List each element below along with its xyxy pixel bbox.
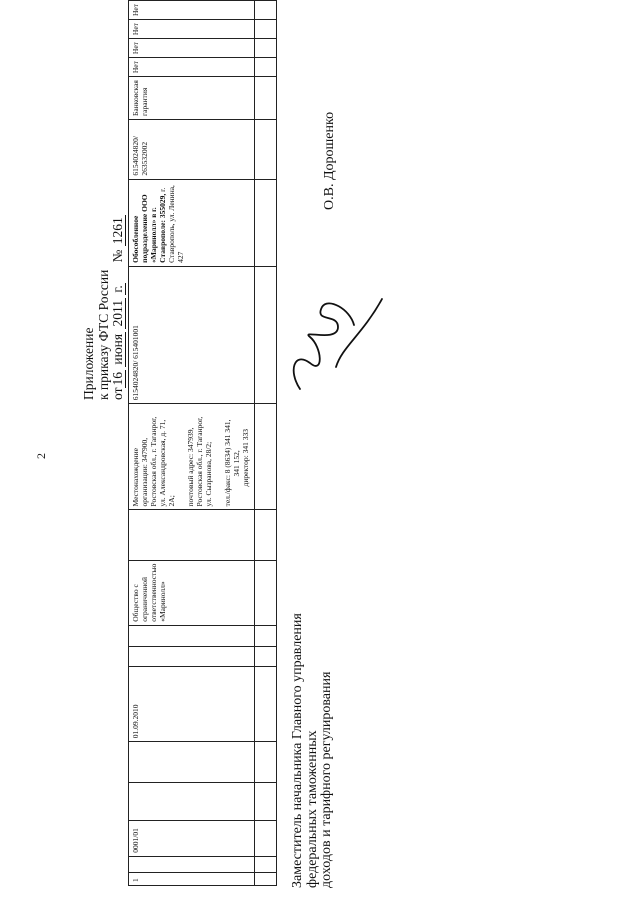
date-day: 16 xyxy=(110,372,125,386)
cell-empty xyxy=(255,856,277,872)
cell-reg-number: 0001/01 xyxy=(129,820,255,856)
cell-empty xyxy=(255,742,277,783)
appendix-date-line xyxy=(111,215,126,400)
branch-address: г. Ставрополь, ул. Ленина, 427 xyxy=(158,185,185,263)
cell-empty xyxy=(255,510,277,560)
cell-branch-inn-kpp: 6154024820/ 263532002 xyxy=(129,119,255,179)
branch-title: Обособленное подразделение ООО «Маринолл» в г. Ставрополе: 355029, xyxy=(131,193,167,263)
cell-empty xyxy=(255,266,277,403)
cell-empty xyxy=(255,625,277,646)
cell-branch xyxy=(129,179,255,266)
signatory-title-line-2: федеральных таможенных xyxy=(304,730,320,888)
cell-empty xyxy=(129,510,255,560)
cell-no-2: Нет xyxy=(129,39,255,58)
location-intro: Местонахождение организации: xyxy=(131,448,149,507)
cell-empty xyxy=(255,560,277,625)
cell-empty xyxy=(255,20,277,39)
cell-empty xyxy=(255,179,277,266)
cell-empty xyxy=(255,119,277,179)
appendix-title: Приложение xyxy=(81,327,96,400)
cell-empty xyxy=(255,646,277,666)
cell-guarantee: Банковская гарантия xyxy=(129,77,255,120)
cell-no-4: Нет xyxy=(129,1,255,20)
phone-line-1: тел./факс: 8 (8634) 341 341, xyxy=(223,419,232,507)
cell-empty xyxy=(255,872,277,885)
date-suffix: г. xyxy=(110,285,125,293)
location-address: 347900, Ростовская обл., г. Таганрог, ул. Александровская, д. 71, 2А; xyxy=(140,416,176,507)
handwritten-signature xyxy=(278,290,390,395)
cell-empty xyxy=(255,58,277,77)
registry-table xyxy=(128,0,277,886)
table-row-blank xyxy=(255,1,277,886)
table-row xyxy=(129,1,255,886)
page-number: 2 xyxy=(34,453,48,459)
phone-line-3: директор: 341 333 xyxy=(241,428,250,487)
cell-empty xyxy=(129,856,255,872)
cell-empty xyxy=(129,783,255,820)
appendix-header xyxy=(82,215,126,400)
cell-empty xyxy=(255,1,277,20)
date-year: 2011 xyxy=(110,300,125,327)
postal-address: почтовый адрес: 347939, Ростовская обл., г. Таганрог, ул. Сызранова, 28/2; xyxy=(186,416,213,507)
cell-empty xyxy=(255,77,277,120)
cell-empty xyxy=(255,39,277,58)
date-prefix: от xyxy=(110,387,125,400)
cell-empty xyxy=(255,783,277,820)
cell-empty xyxy=(129,742,255,783)
signatory-name: О.В. Дорошенко xyxy=(322,111,337,210)
cell-inn-kpp: 6154024820/ 615401001 xyxy=(129,266,255,403)
cell-empty xyxy=(129,646,255,666)
cell-empty xyxy=(255,404,277,510)
order-number: 1261 xyxy=(110,217,125,245)
appendix-order-ref: к приказу ФТС России xyxy=(95,269,111,400)
cell-empty xyxy=(255,666,277,742)
cell-empty xyxy=(129,625,255,646)
date-month: июня xyxy=(110,333,125,365)
cell-location xyxy=(129,404,255,510)
cell-org-name: Общество с ограниченной ответственностью «Маринолл» xyxy=(129,560,255,625)
cell-row-number: 1 xyxy=(129,872,255,885)
phone-line-2: 341 152, xyxy=(232,450,241,477)
cell-date: 01.09.2010 xyxy=(129,666,255,742)
cell-empty xyxy=(255,820,277,856)
signatory-title-line-3: доходов и тарифного регулирования xyxy=(319,671,334,888)
signatory-title-line-1: Заместитель начальника Главного управления xyxy=(290,613,305,888)
signatory-title xyxy=(291,613,335,888)
cell-no-3: Нет xyxy=(129,20,255,39)
cell-no-1: Нет xyxy=(129,58,255,77)
number-prefix: № xyxy=(110,249,125,263)
